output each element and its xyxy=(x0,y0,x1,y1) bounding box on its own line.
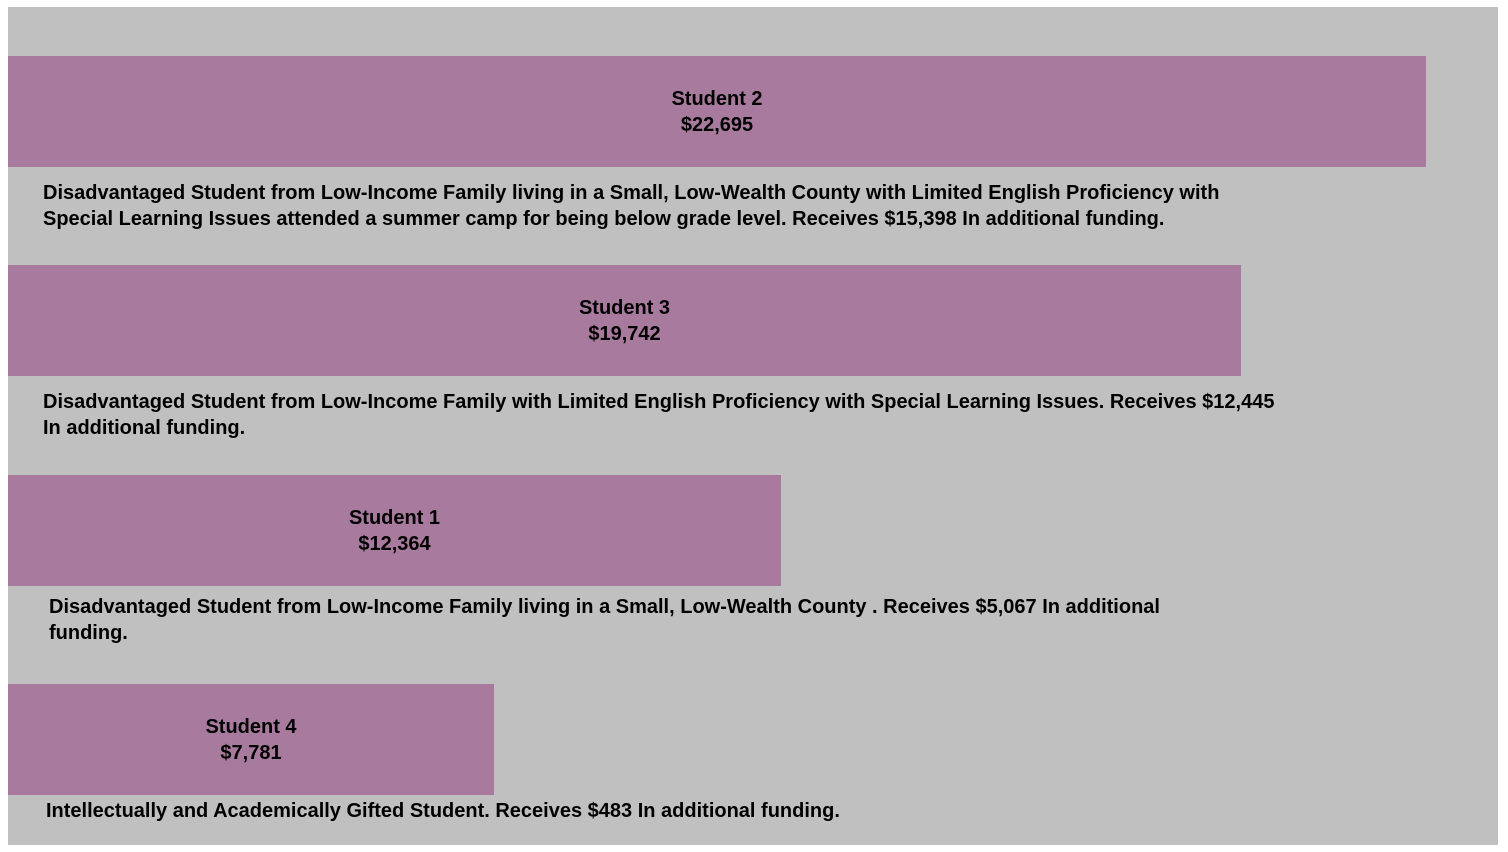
bar-category-label: Student 2 xyxy=(671,87,763,110)
student-description: Disadvantaged Student from Low-Income Family living in a Small, Low-Wealth County with Limited English Proficiency with Special Learning Issues attended a summer camp for being below grade level. Receives $15,398 In additional funding. xyxy=(43,182,1220,230)
bar-value-label: $7,781 xyxy=(220,741,282,764)
student-description: Disadvantaged Student from Low-Income Family with Limited English Proficiency with Special Learning Issues. Receives $12,445 In additional funding. xyxy=(43,391,1275,439)
bar-student-3 xyxy=(8,265,1241,376)
student-description: Intellectually and Academically Gifted Student. Receives $483 In additional funding. xyxy=(46,800,840,822)
student-description: Disadvantaged Student from Low-Income Family living in a Small, Low-Wealth County . Receives $5,067 In additional funding. xyxy=(49,596,1160,644)
bar-student-2 xyxy=(8,56,1426,167)
bar-student-4 xyxy=(8,684,494,795)
bar-value-label: $12,364 xyxy=(358,532,431,555)
bar-category-label: Student 3 xyxy=(578,296,671,319)
bar-student-1 xyxy=(8,475,781,586)
chart-area xyxy=(8,7,1498,845)
bar-value-label: $19,742 xyxy=(588,322,661,345)
bar-category-label: Student 4 xyxy=(205,715,297,738)
bar-value-label: $22,695 xyxy=(680,113,754,136)
bar-category-label: Student 1 xyxy=(348,506,441,529)
